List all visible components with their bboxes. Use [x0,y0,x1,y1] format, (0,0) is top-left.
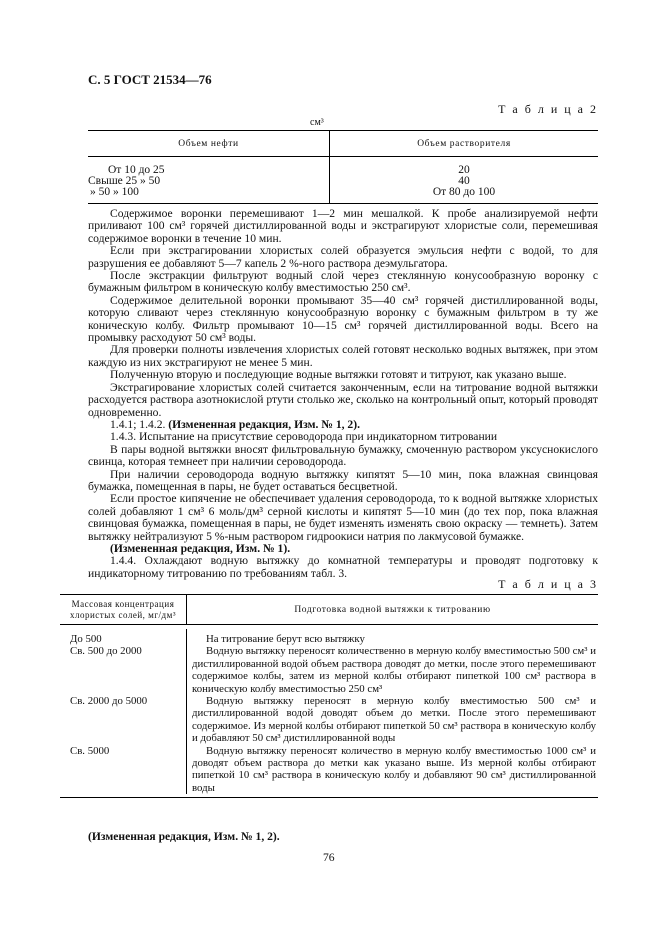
table3-cell-preparation: Водную вытяжку переносят в мерную колбу вместимостью 500 см³ и дистиллированной водой доводят объем до метки. После этого перемешивают содержимое. Из мерной колбы отбирают пипеткой 50 см³ раствора в коническую колбу и добавляют 50 см³ дистиллированной воды [192,695,596,745]
table-row [60,695,598,745]
section-title: 1.4.3. Испытание на присутствие сероводорода при индикаторном титровании [110,430,498,444]
paragraph: Содержимое делительной воронки промывают 35—40 см³ горячей дистиллированной воды, которую сливают через стеклянную конусообразную воронку с бумажным фильтром в ту же коническую колбу. Фильтр промывают 10—15 см³ горячей дистиллированной воды. Всего на промывку расходуют 50 см³ воды. [88,293,598,345]
table-row [60,645,598,695]
paragraph: Если простое кипячение не обеспечивает удаления сероводорода, то к водной вытяжке хлористых солей добавляют 1 см³ 6 моль/дм³ серной кислоты и кипятят 5—10 мин (до тех пор, пока влажная свинцовая бумажка, помещенная в пары, не будет изменять изменять свою окраску — темнеть). Затем вытяжку нейтрализуют 5 %-ным раствором гидроокиси натрия по лакмусовой бумажке. [88,492,598,543]
table3-cell-concentration: Св. 500 до 2000 [60,645,187,695]
paragraph: Полученную вторую и последующие водные вытяжки готовят и титруют, как указано выше. [110,368,567,382]
table2-header-row [88,131,598,157]
table2-cell-oil: » 50 » 100 [90,186,139,198]
table3-caption: Т а б л и ц а 3 [498,577,598,591]
table3-cell-preparation: Водную вытяжку переносят количество в мерную колбу вместимостью 1000 см³ и доводят объем раствора до метки как указано выше. Из мерной колбы отбирают пипеткой 10 см³ раствора в коническую колбу и добавляют 90 см³ дистиллированной воды [192,744,596,794]
table2-cell-oil: От 10 до 25 [108,164,165,176]
paragraph: После экстракции фильтруют водный слой через стеклянную конусообразную воронку с бумажным фильтром в коническую колбу вместимостью 250 см³. [88,269,598,295]
paragraph: 1.4.4. Охлаждают водную вытяжку до комнатной температуры и проводят подготовку к индикаторному титрованию по требованиям табл. 3. [88,554,598,580]
page-number: 76 [323,851,335,864]
paragraph: Для проверки полноты извлечения хлористых солей готовят несколько водных вытяжек, при этом каждую из них экстрагируют не менее 5 мин. [88,343,598,369]
amendment-bold: (Измененная редакция, Изм. № 1, 2). [168,417,360,431]
body-text [88,208,598,580]
table2-cell-solvent: 40 [458,175,470,187]
table2-cell-solvent: От 80 до 100 [432,186,496,198]
table3-col-concentration-header: Массовая концентрация хлористых солей, мг/дм³ [60,595,187,624]
table3-cell-concentration: До 500 [60,629,187,645]
table3 [60,594,598,798]
amendment-bold: (Измененная редакция, Изм. № 1). [110,541,291,555]
table2-cell-oil: Свыше 25 » 50 [88,175,161,187]
table2-caption: Т а б л и ц а 2 [498,102,598,116]
table2 [88,130,598,204]
table2-col-solvent-header: Объем растворителя [417,138,511,149]
paragraph: Экстрагирование хлористых солей считается законченным, если на титрование водной вытяжки расходуется раствора азотнокислой ртути столько же, сколько на контрольный опыт, который проводят одновременно. [88,380,598,419]
paragraph: Содержимое воронки перемешивают 1—2 мин мешалкой. К пробе анализируемой нефти приливают 100 см³ горячей дистиллированной воды и экстрагируют хлористые соли, перемешивая содержимое воронки в течение 10 мин. [88,207,598,245]
table-row [60,745,598,795]
table3-cell-concentration: Св. 2000 до 5000 [60,695,187,745]
table2-unit: см³ [310,117,324,128]
page-header: С. 5 ГОСТ 21534—76 [88,72,212,87]
table3-cell-preparation: На титрование берут всю вытяжку [206,633,365,645]
table3-cell-concentration: Св. 5000 [60,745,187,795]
table2-body [88,157,598,203]
table2-col-oil-header: Объем нефти [88,131,330,156]
final-amendment-note: (Измененная редакция, Изм. № 1, 2). [88,830,280,843]
amendment-prefix: 1.4.1; 1.4.2. [110,417,169,431]
table-row [60,629,598,645]
table2-cell-solvent: 20 [458,164,470,176]
table3-col-preparation-header: Подготовка водной вытяжки к титрованию [294,604,491,615]
paragraph: В пары водной вытяжки вносят фильтровальную бумажку, смоченную раствором уксуснокислого свинца, которая темнеет при наличии сероводорода. [88,442,598,469]
paragraph: Если при экстрагировании хлористых солей образуется эмульсия нефти с водой, то для разрушения ее добавляют 5—7 капель 2 %-ного раствора деэмульгатора. [88,244,598,270]
paragraph: При наличии сероводорода водную вытяжку кипятят 5—10 мин, пока влажная свинцовая бумажка, помещенная в пары, не будет оставаться бесцветной. [88,467,598,493]
table3-cell-preparation: Водную вытяжку переносят количественно в мерную колбу вместимостью 500 см³ и дистиллированной водой объем раствора доводят до метки, после этого перемешивают содержимое колбы, затем из мерной колбы отбирают пипеткой 100 см³ раствора в коническую колбу вместимостью 250 см³ [192,645,596,695]
table3-header-row [60,595,598,625]
